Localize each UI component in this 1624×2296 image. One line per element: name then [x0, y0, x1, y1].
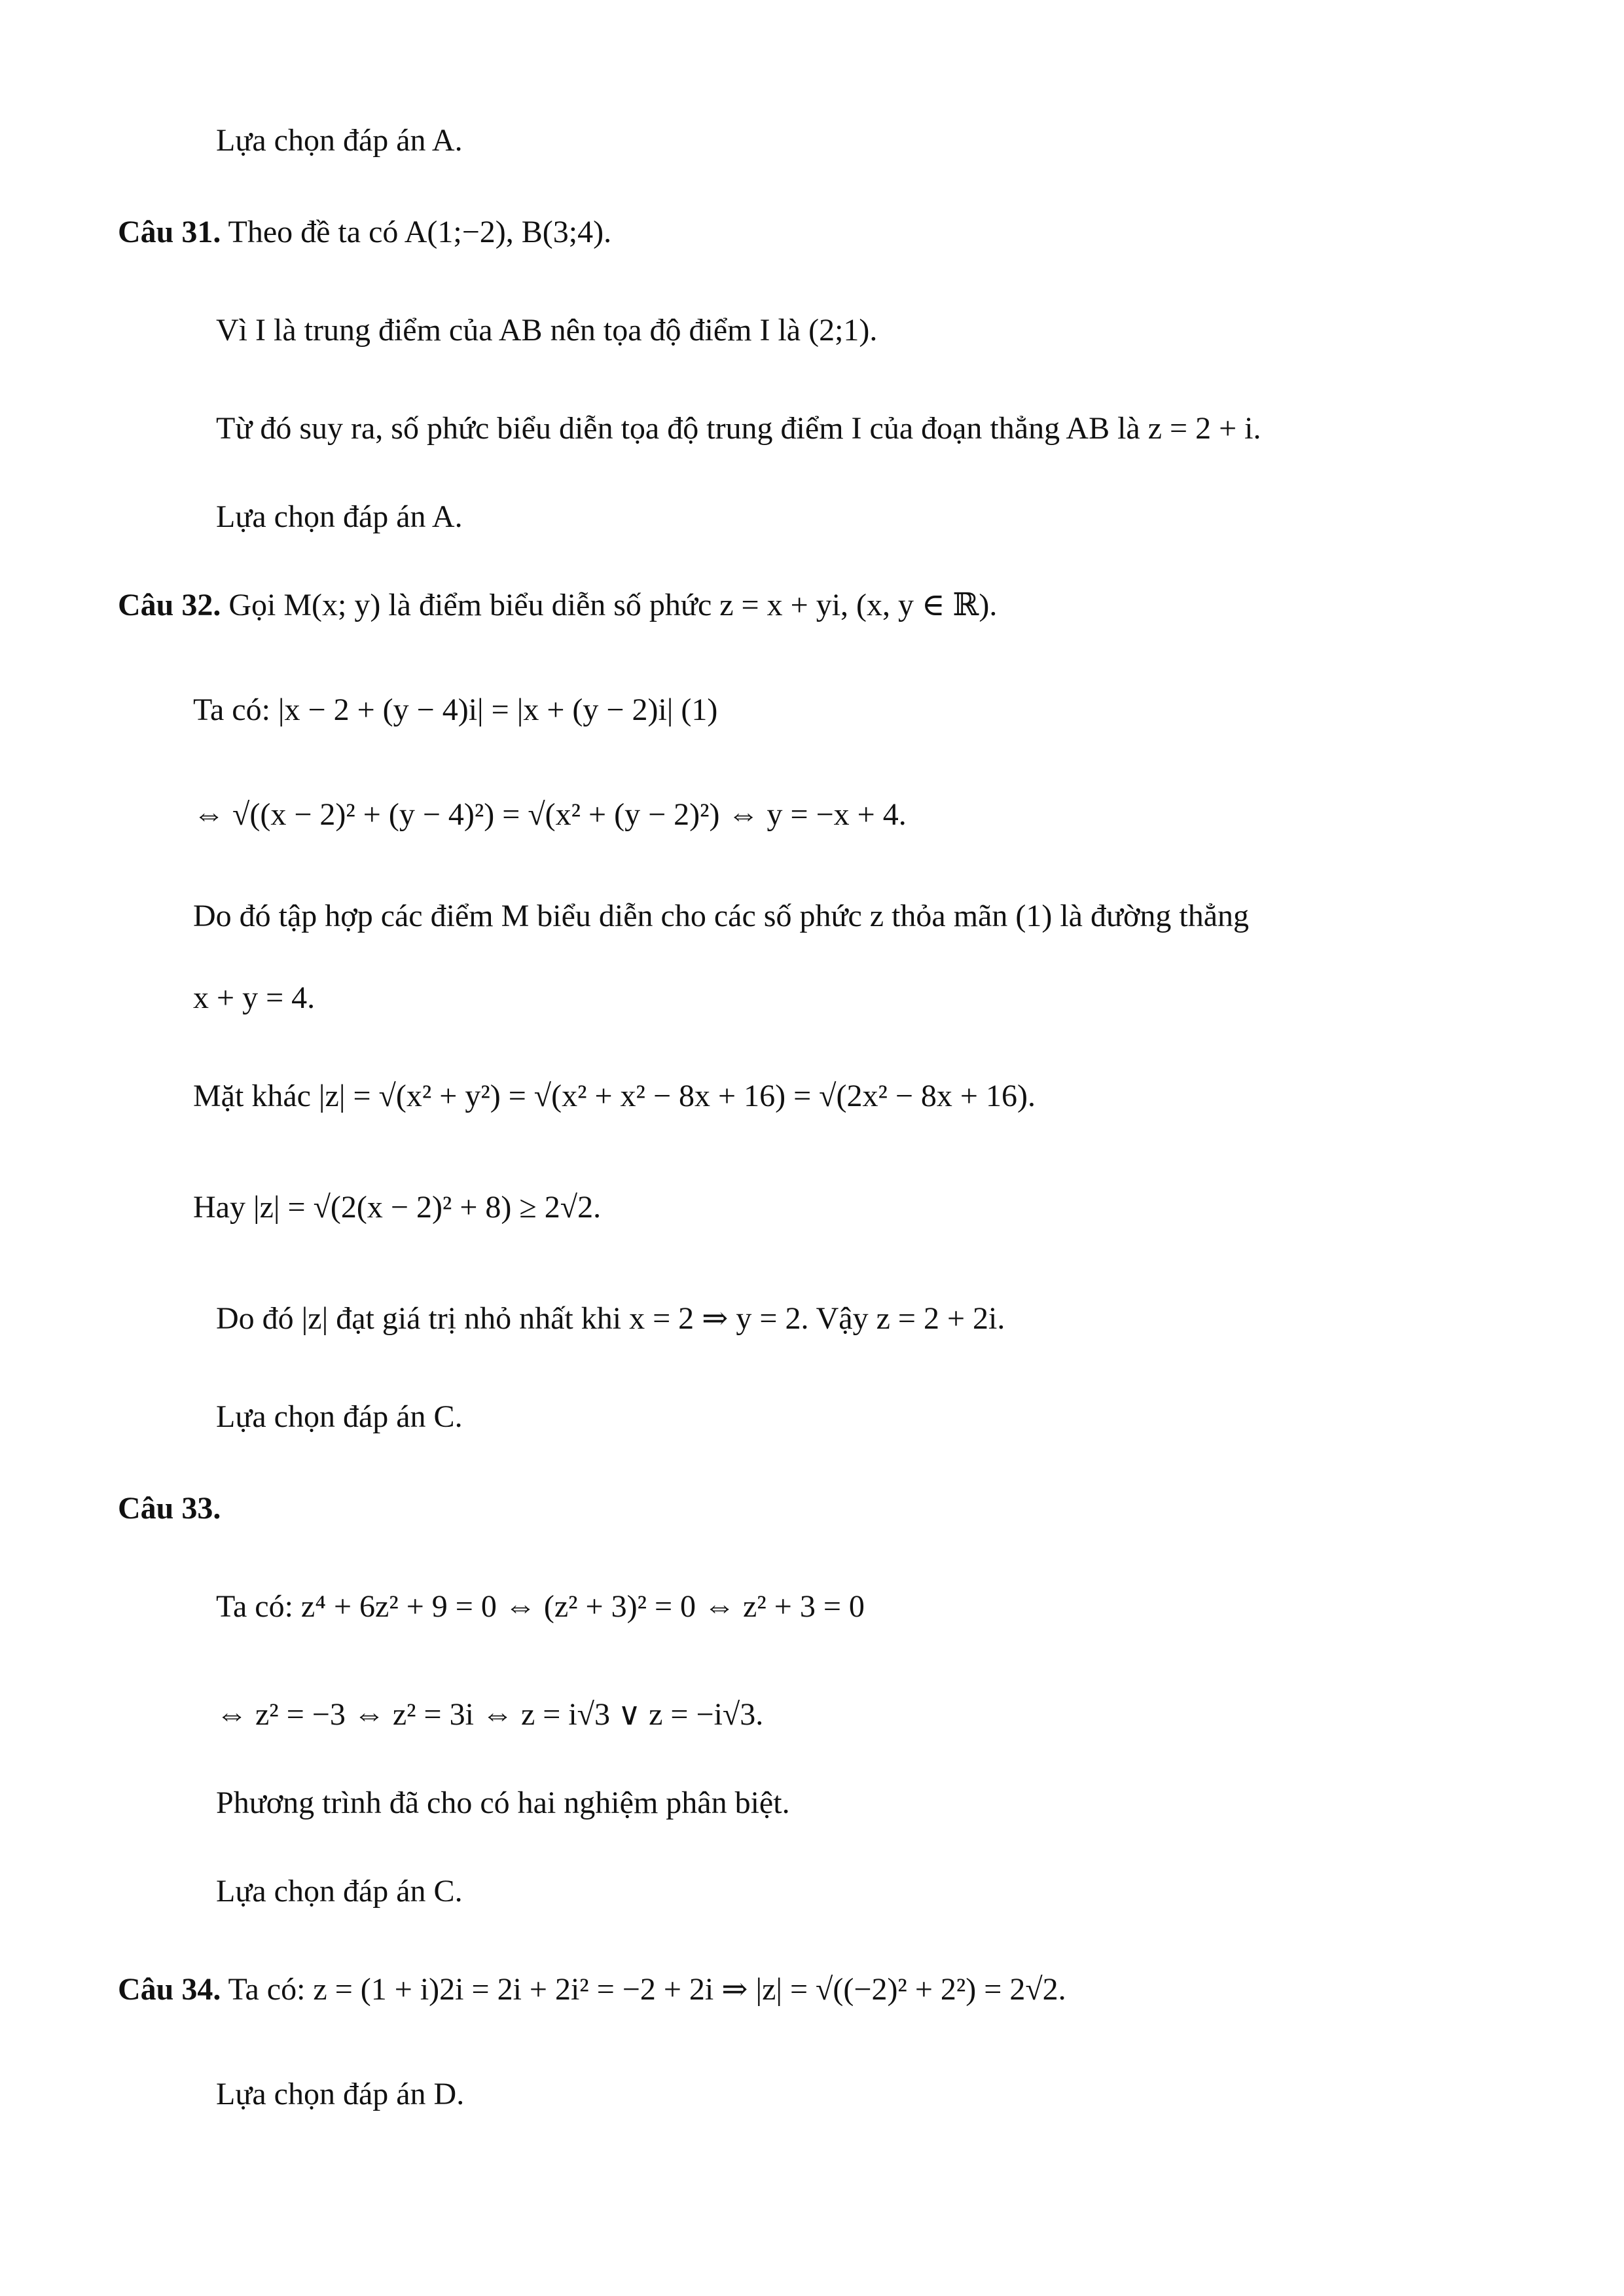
solution-line: Phương trình đã cho có hai nghiệm phân biệt.	[216, 1785, 790, 1820]
answer-choice-line: Lựa chọn đáp án D.	[216, 2077, 465, 2111]
solution-line: Ta có: z⁴ + 6z² + 9 = 0 ⇔ (z² + 3)² = 0 ⇔ z² + 3 = 0	[216, 1589, 865, 1624]
solution-line: x + y = 4.	[193, 980, 316, 1015]
answer-choice-line: Lựa chọn đáp án C.	[216, 1399, 463, 1434]
solution-line: Do đó |z| đạt giá trị nhỏ nhất khi x = 2 ⇒ y = 2. Vậy z = 2 + 2i.	[216, 1301, 1005, 1336]
solution-line: ⇔ z² = −3 ⇔ z² = 3i ⇔ z = i√3 ∨ z = −i√3.	[216, 1697, 764, 1732]
solution-line: Mặt khác |z| = √(x² + y²) = √(x² + x² − 8x + 16) = √(2x² − 8x + 16).	[193, 1079, 1036, 1113]
solution-line: ⇔ √((x − 2)² + (y − 4)²) = √(x² + (y − 2)²) ⇔ y = −x + 4.	[193, 797, 907, 832]
question-33-line	[118, 1489, 221, 1528]
question-32-line: Câu 32. Gọi M(x; y) là điểm biểu diễn số phức z = x + yi, (x, y ∈ ℝ).	[118, 588, 998, 622]
answer-choice-line: Lựa chọn đáp án A.	[216, 499, 463, 534]
answer-choice-line: Lựa chọn đáp án C.	[216, 1874, 463, 1909]
solution-line: Vì I là trung điểm của AB nên tọa độ điểm I là (2;1).	[216, 313, 878, 348]
answer-choice-line: Lựa chọn đáp án A.	[216, 123, 463, 158]
question-label: Câu 31.	[118, 215, 221, 249]
solution-line: Do đó tập hợp các điểm M biểu diễn cho các số phức z thỏa mãn (1) là đường thẳng	[193, 899, 1249, 933]
question-label: Câu 33.	[118, 1491, 221, 1526]
question-31-line: Câu 31. Theo đề ta có A(1;−2), B(3;4).	[118, 215, 612, 249]
question-label: Câu 34.	[118, 1972, 221, 2007]
question-34-line: Câu 34. Ta có: z = (1 + i)2i = 2i + 2i² = −2 + 2i ⇒ |z| = √((−2)² + 2²) = 2√2.	[118, 1972, 1066, 2007]
question-label: Câu 32.	[118, 588, 221, 622]
solution-line: Từ đó suy ra, số phức biểu diễn tọa độ trung điểm I của đoạn thẳng AB là z = 2 + i.	[216, 411, 1261, 446]
solution-line: Hay |z| = √(2(x − 2)² + 8) ≥ 2√2.	[193, 1190, 602, 1225]
solution-line: Ta có: |x − 2 + (y − 4)i| = |x + (y − 2)i| (1)	[193, 692, 718, 727]
